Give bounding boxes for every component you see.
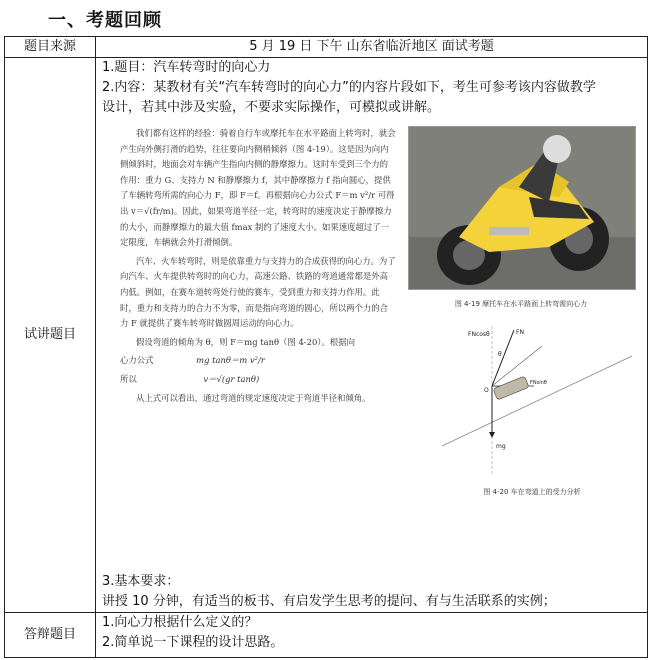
motorcycle-illustration [409, 127, 635, 289]
textbook-text [120, 126, 396, 409]
defense-label: 答辩题目 [5, 613, 96, 658]
content-line-1: 2.内容：某教材有关“汽车转弯时的向心力”的内容片段如下，考生可参考该内容做教学 [102, 80, 596, 95]
defense-question-1: 1.向心力根据什么定义的？ [102, 615, 258, 630]
photo-caption: 图 4-19 摩托车在水平路面上转弯需向心力 [454, 300, 588, 308]
force-diagram [432, 326, 632, 476]
exam-table [4, 36, 648, 658]
defense-question-2: 2.简单说一下课程的设计思路。 [102, 635, 284, 650]
textbook-para-4: 从上式可以看出，通过弯道的规定速度决定于弯道半径和倾角。 [136, 392, 371, 403]
label-fncos: FNcosθ [468, 331, 490, 338]
textbook-para-1: 我们都有这样的经验：骑着自行车或摩托车在水平路面上转弯时，就会产生向外侧打滑的趋势，往往要向内侧稍倾斜（图 4-19）。这是因为向内侧倾斜时，地面会对车辆产生指向内侧的静摩擦力。这时车受到三个力的作用：重力 G、支持力 N 和静摩擦力 f，其中静摩擦力 f 指向圆心，提供了车辆转弯所需的向心力 F，即 F＝f。再根据向心力公式 F＝m v²/r 可得出 v＝√(fr/m)。因此，如果弯道半径一定，转弯时的速度决定于静摩擦力的大小，而静摩擦力的最大值 fmax 制约了速度大小。如果速度超过了一定限度，车辆就会外打滑倾倒。 [120, 128, 396, 248]
textbook-excerpt [102, 126, 641, 566]
textbook-para-2: 汽车、火车转弯时，则是依靠重力与支持力的合成获得的向心力。为了向汽车、火车提供转弯时的向心力，高速公路、铁路的弯道通常都是外高内低。例如，在赛车道转弯处行使的赛车，受到重力和支持力作用。此时，重力和支持力的合力不为零，而是指向弯道的圆心，所以两个力的合力 F 就提供了赛车转弯时做圆周运动的向心力。 [120, 255, 396, 329]
section-heading: 一、考题回顾 [48, 10, 162, 31]
label-theta: θ [498, 351, 502, 358]
formula-label: 心力公式 [120, 355, 154, 366]
label-fnsin: FNsinθ [530, 380, 547, 386]
diagram-caption: 图 4-20 车在弯道上的受力分析 [483, 488, 581, 496]
textbook-para-3: 假设弯道的倾角为 θ，则 F＝mg tanθ（图 4-20）。根据向 [136, 336, 355, 347]
label-o: O [484, 387, 489, 394]
source-value: 5 月 19 日 下午 山东省临沂地区 面试考题 [96, 37, 648, 58]
main-label: 试讲题目 [5, 58, 96, 613]
requirements-text: 讲授 10 分钟，有适当的板书、有启发学生思考的提问、有与生活联系的实例； [102, 594, 556, 609]
requirements-title: 3.基本要求： [102, 574, 180, 589]
source-row [5, 37, 648, 58]
source-label: 题目来源 [5, 37, 96, 58]
label-mg: mg [496, 443, 506, 450]
motorcycle-photo [408, 126, 636, 290]
content-line-2: 设计，若其中涉及实验，不要求实际操作，可模拟或讲解。 [102, 100, 441, 115]
label-fn: FN [516, 329, 524, 336]
topic-line: 1.题目：汽车转弯时的向心力 [102, 60, 271, 75]
main-row [5, 58, 648, 613]
main-content [96, 58, 648, 613]
formula-1: mg tanθ＝m v²/r [196, 355, 265, 366]
defense-row [5, 613, 648, 658]
so-label: 所以 [120, 373, 137, 384]
formula-2: v＝√(gr tanθ) [203, 373, 260, 384]
defense-content [96, 613, 648, 658]
